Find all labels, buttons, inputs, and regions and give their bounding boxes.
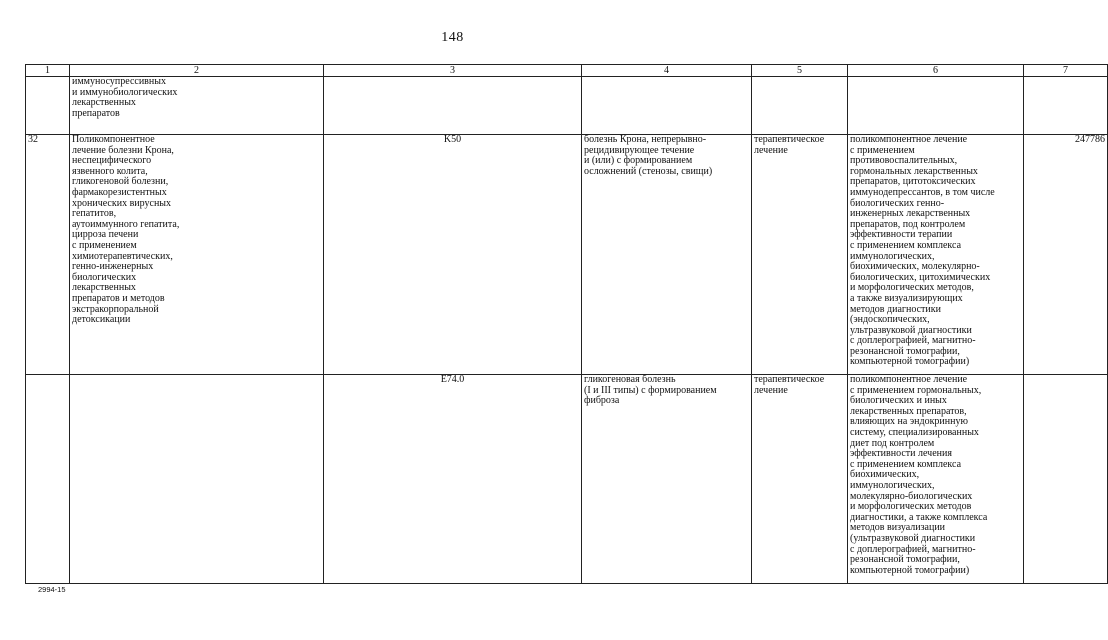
table-row bbox=[26, 135, 1108, 375]
icd-code-cell: E74.0 bbox=[324, 375, 582, 584]
cost-cell bbox=[1024, 375, 1108, 584]
page-number: 148 bbox=[441, 30, 464, 45]
treatment-name-cell: иммуносупрессивных и иммунобиологических лекарственных препаратов bbox=[70, 77, 324, 135]
medical-care-table bbox=[25, 64, 1108, 584]
treatment-type-cell: терапевтическое лечение bbox=[752, 135, 848, 375]
treatment-type-cell: терапевтическое лечение bbox=[752, 375, 848, 584]
icd-code-cell bbox=[324, 77, 582, 135]
column-header-7: 7 bbox=[1024, 65, 1108, 77]
column-header-6: 6 bbox=[848, 65, 1024, 77]
treatment-method-cell bbox=[848, 77, 1024, 135]
column-header-2: 2 bbox=[70, 65, 324, 77]
treatment-type-cell bbox=[752, 77, 848, 135]
row-number-cell: 32 bbox=[26, 135, 70, 375]
column-header-5: 5 bbox=[752, 65, 848, 77]
treatment-method-cell: поликомпонентное лечение с применением противовоспалительных, гормональных лекарственных препаратов, цитотоксических иммунодепрессантов, в том числе биологических генно- инженерных лекарственных препаратов, под контролем эффективности терапии с применением комплекса иммунологических, биохимических, молекулярно- биологических, цитохимических и морфологических методов, а также визуализирующих методов диагностики (эндоскопических, ультразвуковой диагностики с доплерографией, магнитно- резонансной томографии, компьютерной томографии) bbox=[848, 135, 1024, 375]
column-header-3: 3 bbox=[324, 65, 582, 77]
cost-cell bbox=[1024, 77, 1108, 135]
document-code: 2994-15 bbox=[38, 585, 66, 594]
icd-code-cell: K50 bbox=[324, 135, 582, 375]
table-row bbox=[26, 375, 1108, 584]
patient-model-cell: гликогеновая болезнь (I и III типы) с формированием фиброза bbox=[582, 375, 752, 584]
patient-model-cell: болезнь Крона, непрерывно- рецидивирующее течение и (или) с формированием осложнений (стенозы, свищи) bbox=[582, 135, 752, 375]
row-number-cell bbox=[26, 77, 70, 135]
column-header-4: 4 bbox=[582, 65, 752, 77]
column-header-1: 1 bbox=[26, 65, 70, 77]
patient-model-cell bbox=[582, 77, 752, 135]
row-number-cell bbox=[26, 375, 70, 584]
treatment-method-cell: поликомпонентное лечение с применением гормональных, биологических и иных лекарственных препаратов, влияющих на эндокринную систему, специализированных диет под контролем эффективности лечения с применением комплекса биохимических, иммунологических, молекулярно-биологических и морфологических методов диагностики, а также комплекса методов визуализации (ультразвуковой диагностики с доплерографией, магнитно- резонансной томографии, компьютерной томографии) bbox=[848, 375, 1024, 584]
column-number-row bbox=[26, 65, 1108, 77]
table-row bbox=[26, 77, 1108, 135]
treatment-name-cell: Поликомпонентное лечение болезни Крона, неспецифического язвенного колита, гликогеновой болезни, фармакорезистентных хронических вирусных гепатитов, аутоиммунного гепатита, цирроза печени с применением химиотерапевтических, генно-инженерных биологических лекарственных препаратов и методов экстракорпоральной детоксикации bbox=[70, 135, 324, 375]
cost-cell: 247786 bbox=[1024, 135, 1108, 375]
treatment-name-cell bbox=[70, 375, 324, 584]
